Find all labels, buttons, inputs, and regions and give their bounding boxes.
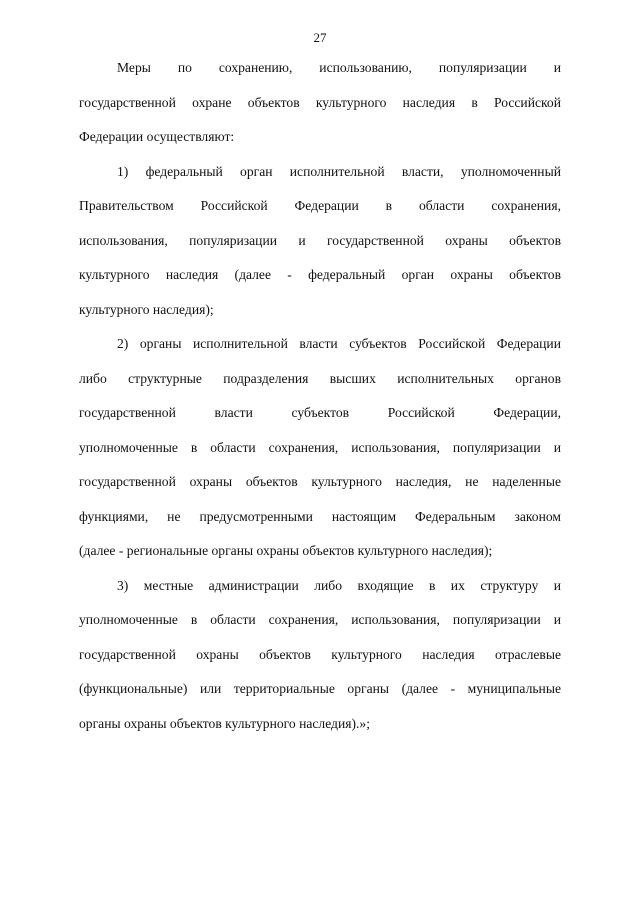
text-line: культурного наследия (далее - федеральный орган охраны объектов (79, 267, 561, 282)
text-line: либо структурные подразделения высших исполнительных органов (79, 370, 561, 386)
text-line: органы охраны объектов культурного наследия).»; (79, 715, 370, 731)
document-body (79, 58, 561, 748)
paragraph-intro (79, 58, 561, 162)
text-line: (далее - региональные органы охраны объектов культурного наследия); (79, 543, 493, 558)
page-number: 27 (313, 30, 327, 45)
text-line: (функциональные) или территориальные органы (далее - муниципальные (79, 681, 561, 696)
text-line: государственной охраны объектов культурного наследия, не наделенные (79, 474, 561, 489)
text-line: государственной охране объектов культурного наследия в Российской (79, 94, 561, 110)
text-line: Правительством Российской Федерации в области сохранения, (79, 198, 561, 213)
paragraph-item-3 (79, 576, 561, 749)
paragraph-item-1 (79, 162, 561, 335)
text-line: уполномоченные в области сохранения, использования, популяризации и (79, 612, 561, 627)
text-line: государственной охраны объектов культурного наследия отраслевые (79, 646, 561, 662)
text-line: уполномоченные в области сохранения, использования, популяризации и (79, 439, 561, 455)
paragraph-item-2 (79, 334, 561, 576)
text-line: Меры по сохранению, использованию, популяризации и (117, 60, 561, 75)
text-line: 3) местные администрации либо входящие в их структуру и (117, 577, 561, 593)
text-line: культурного наследия); (79, 301, 214, 317)
text-line: функциями, не предусмотренными настоящим Федеральным законом (79, 508, 561, 524)
text-line: 2) органы исполнительной власти субъектов Российской Федерации (117, 336, 561, 351)
text-line: 1) федеральный орган исполнительной власти, уполномоченный (117, 163, 561, 179)
text-line: использования, популяризации и государственной охраны объектов (79, 232, 561, 248)
text-line: Федерации осуществляют: (79, 129, 235, 144)
text-line: государственной власти субъектов Российской Федерации, (79, 405, 561, 420)
